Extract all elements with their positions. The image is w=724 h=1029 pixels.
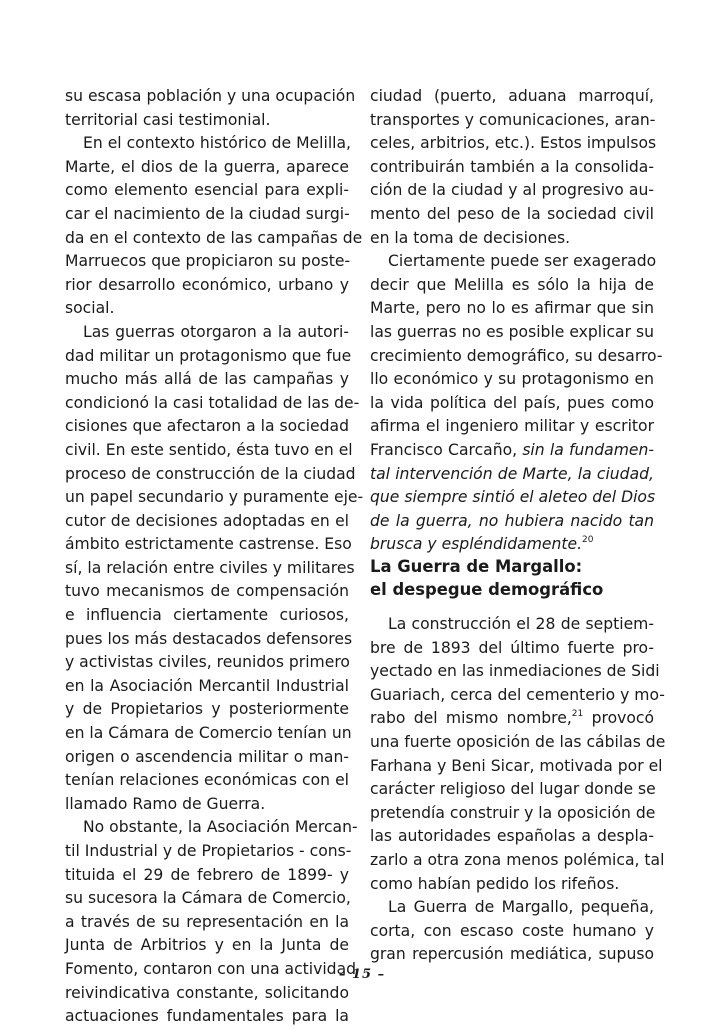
text-line: tituida el 29 de febrero de 1899- y [65, 865, 349, 884]
right-column-bottom [370, 613, 666, 967]
text-line: En el contexto histórico de Melilla, [83, 134, 351, 153]
text-line: ámbito estrictamente castrense. Eso [65, 535, 352, 554]
section-title-line: La Guerra de Margallo: [370, 557, 583, 576]
text-line: cisiones que afectaron a la sociedad [65, 417, 349, 436]
text-line: llo económico y su protagonismo en [370, 370, 654, 389]
text-line: en la toma de decisiones. [370, 228, 571, 247]
text-line: yectado en las inmediaciones de Sidi [370, 662, 660, 681]
text-line: tenían relaciones económicas con el [65, 771, 349, 790]
text-line: dad militar un protagonismo que fue [65, 346, 352, 365]
text-line: tuvo mecanismos de compensación [65, 582, 349, 601]
text-line: en la Cámara de Comercio tenían un [65, 724, 352, 743]
quote-text: brusca y espléndidamente. [370, 535, 583, 554]
text-line: Marruecos que propiciaron su poste- [65, 252, 351, 271]
text-line: como elemento esencial para expli- [65, 181, 349, 200]
text-line: su sucesora la Cámara de Comercio, [65, 889, 351, 908]
text-line: da en el contexto de las campañas de [65, 228, 363, 247]
text-line: mucho más allá de las campañas y [65, 370, 349, 389]
text-line: car el nacimiento de la ciudad surgi- [65, 204, 350, 223]
text-line: decir que Melilla es sólo la hija de [370, 275, 654, 294]
text-line: civil. En este sentido, ésta tuvo en el [65, 440, 353, 459]
text-line: gran repercusión mediática, supuso [370, 945, 654, 964]
text-line [370, 533, 654, 557]
text-line: y activistas civiles, reunidos primero [65, 653, 350, 672]
section-heading [370, 555, 660, 601]
text-line: Junta de Arbitrios y en la Junta de [65, 936, 349, 955]
text-line: ción de la ciudad y al progresivo au- [370, 181, 654, 200]
quote-text: sin la fundamen- [522, 440, 654, 459]
text-line: origen o ascendencia militar o man- [65, 747, 349, 766]
text-line: rior desarrollo económico, urbano y [65, 275, 349, 294]
text-line: til Industrial y de Propietarios - cons- [65, 842, 352, 860]
text-line: la vida política del país, pues como [370, 393, 654, 412]
section-title-line: el despegue demográfico [370, 580, 604, 599]
text-line: afirma el ingeniero militar y escritor [370, 417, 654, 436]
footnote-ref-21[interactable]: 21 [571, 709, 584, 720]
text-line: su escasa población y una ocupación [65, 87, 356, 105]
text-line: un papel secundario y puramente eje- [65, 488, 364, 507]
text-line: sí, la relación entre civiles y militares [65, 558, 355, 577]
text-line: cutor de decisiones adoptadas en el [65, 511, 349, 530]
text-line: carácter religioso del lugar donde se [370, 780, 656, 799]
text-line: celes, arbitrios, etc.). Estos impulsos [370, 134, 657, 153]
text-line: una fuerte oposición de las cábilas de [370, 732, 666, 751]
text-line: corta, con escaso coste humano y [370, 921, 654, 940]
text-line: contribuirán también a la consolida- [370, 157, 654, 176]
text-line: Ciertamente puede ser exagerado [388, 252, 657, 271]
text-line: Fomento, contaron con una actividad [65, 959, 357, 978]
text-line [370, 439, 654, 463]
text-line: territorial casi testimonial. [65, 110, 271, 129]
text-line: reivindicativa constante, solicitando [65, 983, 349, 1002]
text-line: como habían pedido los rifeños. [370, 874, 620, 893]
text-line: las guerras no es posible explicar su [370, 322, 654, 341]
quote-intro: Francisco Carcaño, [370, 440, 523, 459]
text-line: actuaciones fundamentales para la [65, 1007, 349, 1026]
text-line: crecimiento demográfico, su desarro- [370, 346, 663, 365]
text-line: Las guerras otorgaron a la autori- [83, 322, 349, 341]
text-line: mento del peso de la sociedad civil [370, 204, 654, 223]
text-line: social. [65, 299, 115, 318]
text-line: y de Propietarios y posteriormente [65, 700, 349, 719]
text-line: en la Asociación Mercantil Industrial [65, 676, 349, 695]
text-fragment: provocó [583, 709, 654, 728]
text-line: La Guerra de Margallo, pequeña, [388, 898, 654, 917]
text-line: La construcción el 28 de septiem- [388, 615, 654, 633]
text-line: No obstante, la Asociación Mercan- [83, 818, 358, 837]
text-line: Marte, pero no lo es afirmar que sin [370, 299, 654, 318]
text-line: pues los más destacados defensores [65, 629, 353, 648]
text-line: condicionó la casi totalidad de las de- [65, 393, 360, 412]
text-line [370, 707, 654, 731]
right-column-top [370, 85, 663, 557]
text-line: zarlo a otra zona menos polémica, tal [370, 850, 665, 869]
text-line: Guariach, cerca del cementerio y mo- [370, 685, 665, 704]
text-line: las autoridades españolas a despla- [370, 827, 654, 846]
footnote-ref-20[interactable]: 20 [582, 535, 594, 546]
quote-line: de la guerra, no hubiera nacido tan [370, 511, 654, 530]
text-line: pretendía construir y la oposición de [370, 803, 656, 822]
text-line: llamado Ramo de Guerra. [65, 794, 266, 813]
text-fragment: rabo del mismo nombre, [370, 709, 572, 728]
quote-line: tal intervención de Marte, la ciudad, [370, 464, 654, 483]
text-line: proceso de construcción de la ciudad [65, 464, 356, 483]
quote-line: que siempre sintió el aleteo del Dios [370, 488, 656, 507]
page-number: – 15 – [338, 967, 386, 982]
text-line: a través de su representación en la [65, 912, 349, 931]
text-line: Farhana y Beni Sicar, motivada por el [370, 756, 663, 775]
text-line: ciudad (puerto, aduana marroquí, [370, 87, 654, 105]
text-line: Marte, el dios de la guerra, aparece [65, 157, 349, 176]
text-line: transportes y comunicaciones, aran- [370, 110, 656, 129]
text-line: bre de 1893 del último fuerte pro- [370, 638, 654, 657]
text-line: e influencia ciertamente curiosos, [65, 606, 349, 625]
